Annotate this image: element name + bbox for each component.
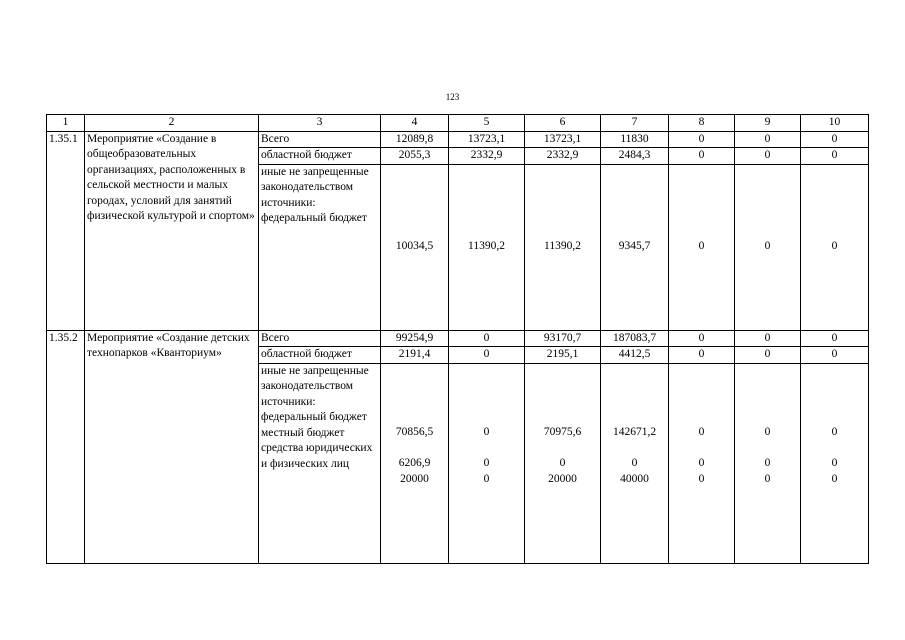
- value-cell: 13723,1: [525, 131, 601, 148]
- value-cell: 0: [735, 148, 801, 165]
- value-cell: [801, 363, 869, 563]
- col-header: 8: [669, 115, 735, 132]
- row-id: 1.35.2: [47, 330, 85, 563]
- value-cell: 9345,7: [601, 164, 669, 330]
- value-cell: 2332,9: [525, 148, 601, 165]
- value-cell: 10034,5: [381, 164, 449, 330]
- value-line: 0: [483, 472, 490, 485]
- value-line: 0: [764, 457, 771, 469]
- value-cell: 2055,3: [381, 148, 449, 165]
- value-line: 0: [698, 472, 705, 485]
- value-line: 0: [831, 457, 838, 469]
- source-cell: иные не запрещенные законодательством источники: федеральный бюджет: [259, 164, 381, 330]
- source-cell: [259, 363, 381, 563]
- value-cell: 0: [669, 347, 735, 364]
- value-cell: 0: [735, 330, 801, 347]
- value-line: 0: [698, 457, 705, 469]
- value-cell: 0: [735, 164, 801, 330]
- value-line: 20000: [548, 472, 577, 485]
- value-cell: [525, 363, 601, 563]
- col-header: 7: [601, 115, 669, 132]
- value-cell: 0: [669, 131, 735, 148]
- value-cell: 12089,8: [381, 131, 449, 148]
- value-line: 70856,5: [395, 425, 434, 438]
- value-cell: 0: [735, 131, 801, 148]
- value-line: 0: [631, 457, 638, 469]
- value-cell: [381, 363, 449, 563]
- col-header: 5: [449, 115, 525, 132]
- table-row: [47, 131, 869, 148]
- value-cell: 4412,5: [601, 347, 669, 364]
- value-cell: 0: [735, 347, 801, 364]
- source-cell: областной бюджет: [259, 347, 381, 364]
- value-cell: 11830: [601, 131, 669, 148]
- source-line: местный бюджет: [261, 426, 345, 439]
- value-line: 40000: [620, 472, 649, 485]
- value-cell: [735, 363, 801, 563]
- value-line: 0: [698, 425, 705, 438]
- col-header: 6: [525, 115, 601, 132]
- col-header: 1: [47, 115, 85, 132]
- col-header: 3: [259, 115, 381, 132]
- value-line: 0: [831, 425, 838, 438]
- source-cell: Всего: [259, 131, 381, 148]
- source-line: средства юридических и физических лиц: [261, 442, 373, 470]
- value-cell: 2332,9: [449, 148, 525, 165]
- value-cell: 0: [801, 164, 869, 330]
- value-cell: 0: [801, 347, 869, 364]
- row-name: Мероприятие «Создание детских технопарков «Кванториум»: [85, 330, 259, 563]
- value-cell: [669, 363, 735, 563]
- value-cell: [449, 363, 525, 563]
- source-cell: областной бюджет: [259, 148, 381, 165]
- value-cell: [601, 363, 669, 563]
- table-row: [47, 330, 869, 347]
- value-cell: 11390,2: [525, 164, 601, 330]
- value-cell: 11390,2: [449, 164, 525, 330]
- value-cell: 99254,9: [381, 330, 449, 347]
- value-cell: 2191,4: [381, 347, 449, 364]
- value-cell: 13723,1: [449, 131, 525, 148]
- source-line: иные не запрещенные законодательством источники: федеральный бюджет: [261, 364, 369, 423]
- col-header: 10: [801, 115, 869, 132]
- value-cell: 187083,7: [601, 330, 669, 347]
- value-cell: 0: [669, 164, 735, 330]
- page-number: 123: [445, 92, 460, 102]
- value-line: 142671,2: [612, 425, 657, 438]
- value-cell: 2484,3: [601, 148, 669, 165]
- value-line: 0: [559, 457, 566, 469]
- value-line: 0: [483, 457, 490, 469]
- value-cell: 2195,1: [525, 347, 601, 364]
- value-line: 0: [764, 425, 771, 438]
- col-header: 2: [85, 115, 259, 132]
- value-line: 20000: [400, 472, 429, 485]
- row-name: Мероприятие «Создание в общеобразовательных организациях, расположенных в сельской местности и малых городах, условий для занятий физической культурой и спортом»: [85, 131, 259, 330]
- col-header: 4: [381, 115, 449, 132]
- value-cell: 0: [449, 347, 525, 364]
- value-line: 0: [483, 425, 490, 438]
- value-cell: 0: [449, 330, 525, 347]
- value-cell: 0: [801, 148, 869, 165]
- value-cell: 0: [669, 330, 735, 347]
- value-line: 6206,9: [398, 457, 431, 469]
- source-cell: Всего: [259, 330, 381, 347]
- budget-table: [46, 114, 869, 564]
- value-cell: 0: [801, 330, 869, 347]
- value-cell: 0: [669, 148, 735, 165]
- value-line: 0: [764, 472, 771, 485]
- value-line: 0: [831, 472, 838, 485]
- row-id: 1.35.1: [47, 131, 85, 330]
- col-header: 9: [735, 115, 801, 132]
- header-row: [47, 115, 869, 132]
- value-line: 70975,6: [543, 425, 582, 438]
- value-cell: 93170,7: [525, 330, 601, 347]
- value-cell: 0: [801, 131, 869, 148]
